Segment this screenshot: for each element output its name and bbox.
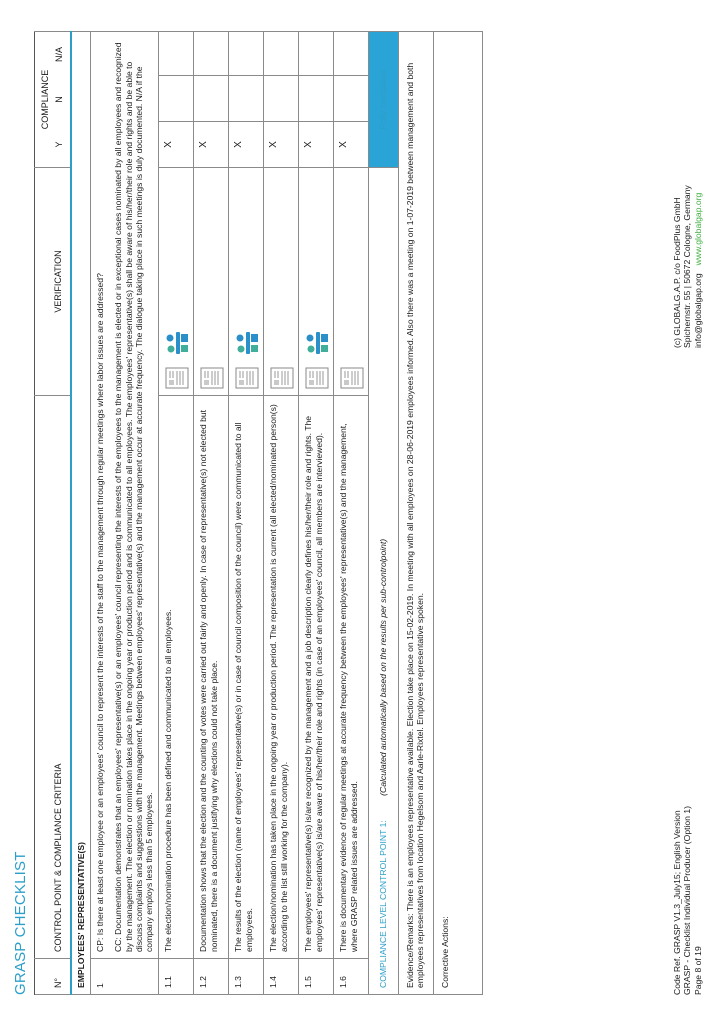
compliance-criteria: CC: Documentation demonstrates that an employees' representative(s) or an employees' council representing the interests of the employees to the management is elected or in exceptional cases nominated by all employees and recognized by the management. The election or nomination takes place in the ongoing year or production period and is communicated to all employees. The employees' representative(s) shall be aware of his/her/their role and rights and be able to discuss complaints and suggestions with the management. Meetings between employees' representative(s) and the management occur at accurate frequency. The dialogue taking place in such meetings is duly documented. N/A if the company employs less than 5 employees.	[113, 42, 155, 952]
row-no: 1.4	[264, 959, 299, 995]
compliance-n	[194, 76, 229, 122]
document-icon	[340, 367, 364, 389]
compliance-y: X	[194, 122, 229, 168]
compliance-level-label: COMPLIANCE LEVEL CONTROL POINT 1:	[378, 820, 389, 988]
control-point-text	[90, 32, 159, 959]
compliance-n	[264, 76, 299, 122]
row-no: 1.2	[194, 959, 229, 995]
row-no: 1.5	[299, 959, 334, 995]
table-row	[264, 32, 299, 995]
header-criteria: CONTROL POINT & COMPLIANCE CRITERIA	[35, 396, 71, 959]
control-point-no: 1	[90, 959, 159, 995]
evidence-row	[398, 32, 434, 995]
verification-cell	[299, 168, 334, 396]
checklist-table	[34, 31, 483, 995]
header-no: N°	[35, 959, 71, 995]
verification-cell	[229, 168, 264, 396]
compliance-level-row	[369, 32, 398, 995]
table-row	[229, 32, 264, 995]
row-text: The employees' representative(s) is/are recognized by the management and a job description clearly defines his/her/their role and rights. The employees' representative(s) is/are aware of his/her/their role and rights (in case of an employees' council, all members are interviewed).	[299, 396, 334, 959]
row-text: The results of the election (name of employees' representative(s) or in case of council composition of the council) were communicated to all employees.	[229, 396, 264, 959]
row-text: The election/nomination has taken place in the ongoing year or production period. The representation is current (all elected/nominated person(s) according to the list still working for the company).	[264, 396, 299, 959]
footer-page: Page 8 of 19	[692, 946, 703, 995]
footer-web[interactable]: www.globalgap.org	[692, 192, 703, 266]
control-point-question: CP: Is there at least one employee or an employees' council to represent the interests of the staff to the management through regular meetings where labor issues are addressed?	[94, 273, 105, 952]
compliance-na	[194, 32, 229, 76]
footer-email[interactable]: info@globalgap.org	[692, 273, 703, 348]
compliance-n	[229, 76, 264, 122]
document-icon	[305, 367, 329, 389]
compliance-na	[334, 32, 369, 76]
compliance-y: X	[159, 122, 194, 168]
table-row	[194, 32, 229, 995]
compliance-y: X	[229, 122, 264, 168]
document-icon	[200, 367, 224, 389]
row-no: 1.1	[159, 959, 194, 995]
compliance-result-badge: Fully compliant	[369, 32, 398, 168]
document-icon	[165, 367, 189, 389]
table-row	[299, 32, 334, 995]
footer-contact	[693, 185, 703, 348]
header-compliance-label: COMPLIANCE	[40, 69, 50, 130]
compliance-level-note: (Calculated automatically based on the results per sub-controlpoint)	[378, 538, 389, 796]
corrective-row	[434, 32, 483, 995]
page-title: GRASP CHECKLIST	[12, 851, 29, 995]
row-text: Documentation shows that the election and the counting of votes were carried out fairly and openly. In case of representative(s) not elected but nominated, there is a document justifying why elections could not take place.	[194, 396, 229, 959]
compliance-y: X	[334, 122, 369, 168]
row-no: 1.3	[229, 959, 264, 995]
section-row	[71, 32, 91, 995]
compliance-y: X	[264, 122, 299, 168]
compliance-na	[159, 32, 194, 76]
header-row	[35, 32, 71, 995]
control-point-row	[90, 32, 159, 995]
compliance-y: X	[299, 122, 334, 168]
corrective-actions: Corrective Actions:	[434, 32, 483, 995]
interview-icon	[305, 331, 329, 355]
document-icon	[235, 367, 259, 389]
interview-icon	[165, 331, 189, 355]
table-row	[159, 32, 194, 995]
header-na: N/A	[53, 47, 64, 63]
header-y: Y	[53, 141, 64, 148]
verification-cell	[264, 168, 299, 396]
compliance-n	[159, 76, 194, 122]
row-no: 1.6	[334, 959, 369, 995]
compliance-na	[229, 32, 264, 76]
verification-cell	[334, 168, 369, 396]
interview-icon	[235, 331, 259, 355]
evidence-remarks: Evidence/Remarks: There is an employees representative available. Election take place on 15-02-2019. In meeting with all employees on 28-06-2019 employees informed. Also there was a meeting on 1-07-2019 between management and both employees representatives from location Hegelsom and Aarle-Rixtel. Employees representative spoken.	[398, 32, 434, 995]
table-row	[334, 32, 369, 995]
verification-cell	[194, 168, 229, 396]
row-text: There is documentary evidence of regular meetings at accurate frequency between the employees' representative(s) and the management, where GRASP related issues are addressed.	[334, 396, 369, 959]
header-n: N	[53, 96, 64, 103]
compliance-level-cell	[369, 168, 398, 995]
footer-right	[672, 185, 703, 348]
footer-org: (c) GLOBALG.A.P. c/o FoodPlus GmbH	[672, 197, 682, 348]
header-compliance	[35, 32, 71, 168]
compliance-n	[299, 76, 334, 122]
compliance-n	[334, 76, 369, 122]
section-title: EMPLOYEES' REPRESENTATIVE(S)	[71, 32, 91, 995]
document-icon	[270, 367, 294, 389]
footer-checklist: GRASP - Checklist Individual Producer (Option 1)	[682, 806, 693, 995]
footer-address: Spichernstr. 55 | 50672 Cologne, Germany	[682, 185, 693, 348]
footer-code-ref: Code Ref. GRASP V1.3_July15; English Version	[672, 810, 682, 995]
verification-cell	[159, 168, 194, 396]
compliance-na	[299, 32, 334, 76]
header-verification: VERIFICATION	[35, 168, 71, 396]
compliance-na	[264, 32, 299, 76]
row-text: The election/nomination procedure has been defined and communicated to all employees.	[159, 396, 194, 959]
footer-left	[672, 806, 703, 995]
